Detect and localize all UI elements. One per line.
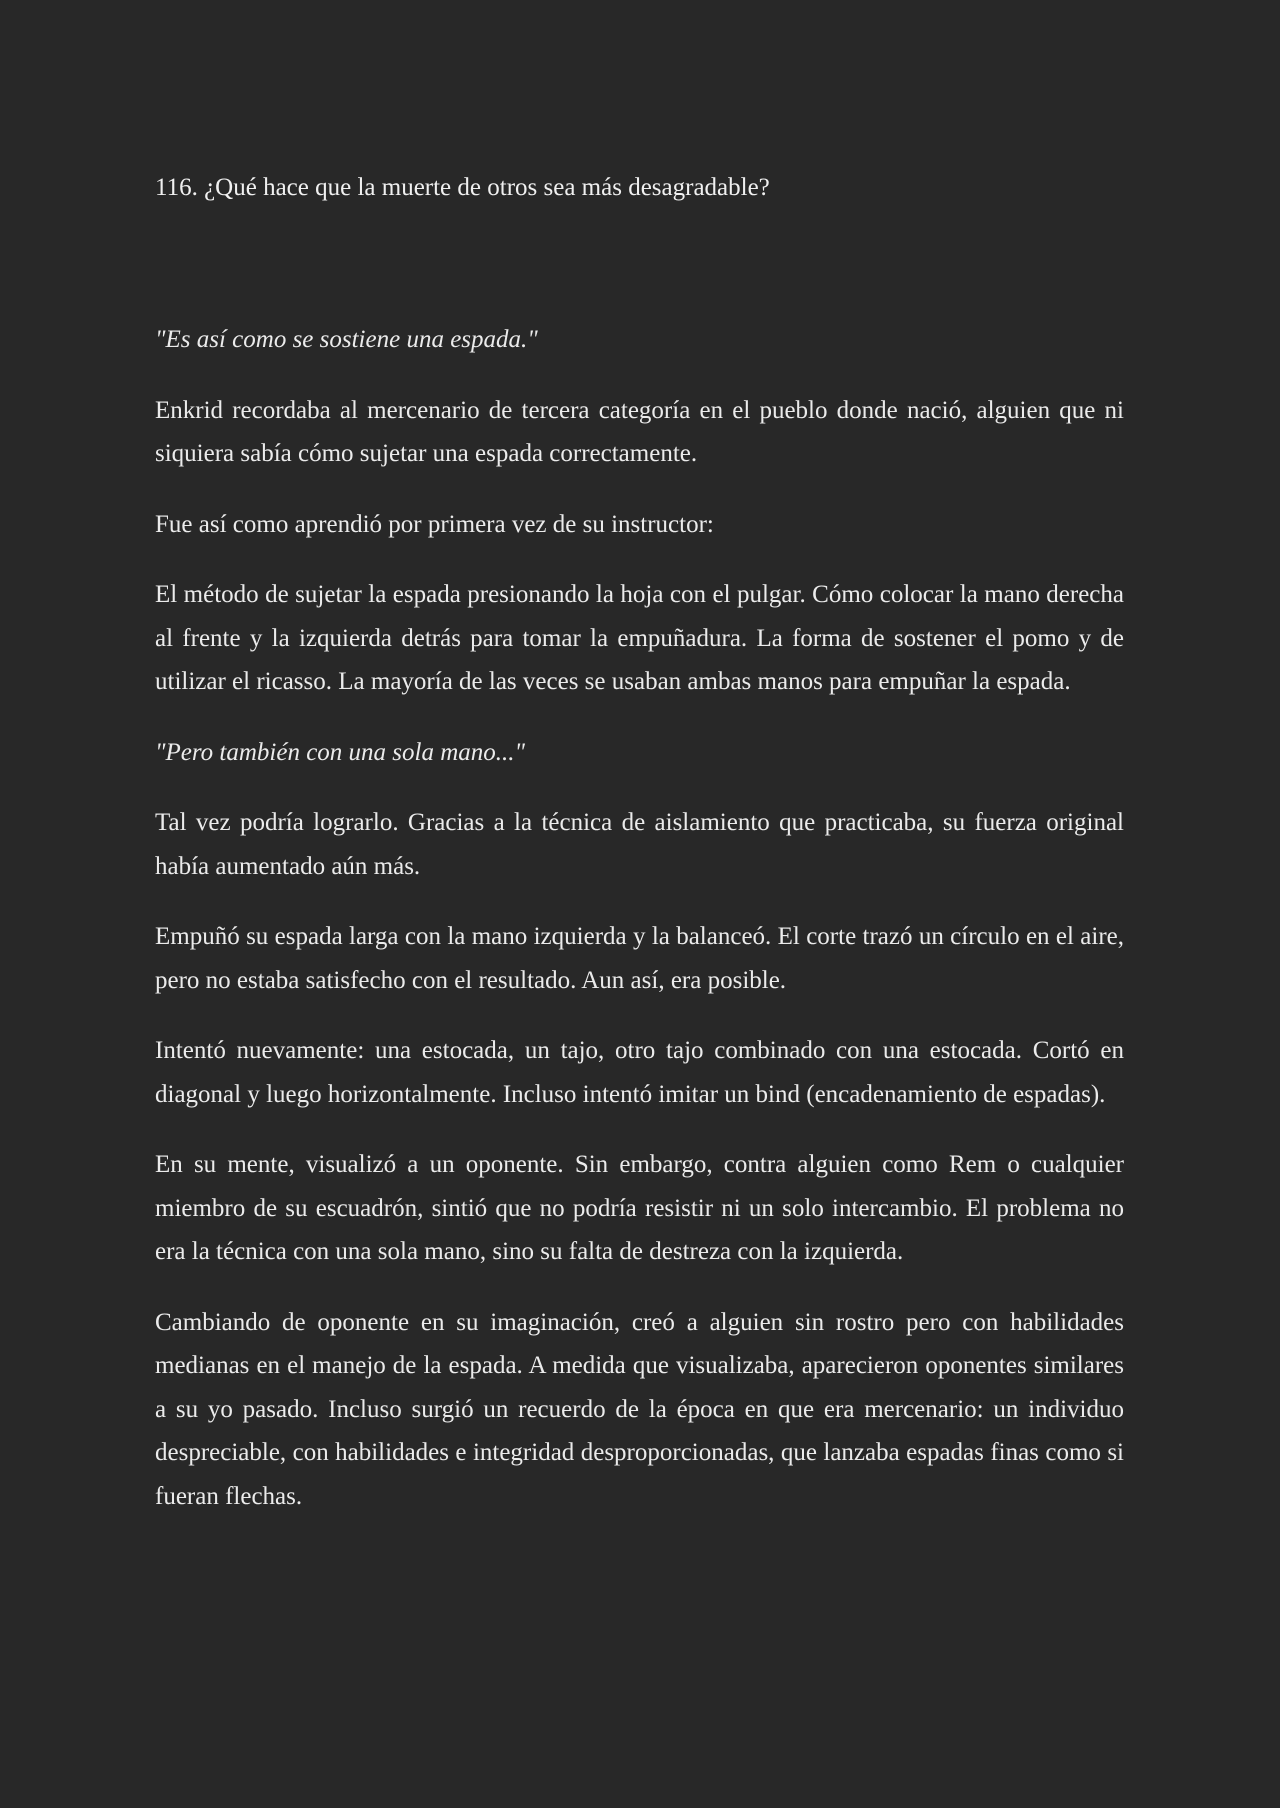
paragraph: Empuñó su espada larga con la mano izquierda y la balanceó. El corte trazó un círculo en el aire, pero no estaba satisfecho con el resultado. Aun así, era posible. — [155, 923, 1124, 994]
paragraph: En su mente, visualizó a un oponente. Sin embargo, contra alguien como Rem o cualquier miembro de su escuadrón, sintió que no podría resistir ni un solo intercambio. El problema no era la técnica con una sola mano, sino su falta de destreza con la izquierda. — [155, 1151, 1124, 1265]
chapter-content — [155, 318, 1124, 1518]
paragraph: "Pero también con una sola mano..." — [155, 738, 526, 766]
paragraph: "Es así como se sostiene una espada." — [155, 326, 538, 353]
paragraph: El método de sujetar la espada presionando la hoja con el pulgar. Cómo colocar la mano derecha al frente y la izquierda detrás para tomar la empuñadura. La forma de sostener el pomo y de utilizar el ricasso. La mayoría de las veces se usaban ambas manos para empuñar la espada. — [155, 581, 1124, 695]
reader-page — [155, 170, 1124, 1545]
chapter-title: 116. ¿Qué hace que la muerte de otros sea más desagradable? — [155, 174, 770, 201]
paragraph: Cambiando de oponente en su imaginación, creó a alguien sin rostro pero con habilidades medianas en el manejo de la espada. A medida que visualizaba, aparecieron oponentes similares a su yo pasado. Incluso surgió un recuerdo de la época en que era mercenario: un individuo despreciable, con habilidades e integridad desproporcionadas, que lanzaba espadas finas como si fueran flechas. — [155, 1308, 1124, 1510]
paragraph: Tal vez podría lograrlo. Gracias a la técnica de aislamiento que practicaba, su fuerza original había aumentado aún más. — [155, 809, 1124, 880]
paragraph: Intentó nuevamente: una estocada, un tajo, otro tajo combinado con una estocada. Cortó en diagonal y luego horizontalmente. Incluso intentó imitar un bind (encadenamiento de espadas). — [155, 1037, 1124, 1108]
paragraph: Enkrid recordaba al mercenario de tercera categoría en el pueblo donde nació, alguien que ni siquiera sabía cómo sujetar una espada correctamente. — [155, 396, 1124, 467]
paragraph: Fue así como aprendió por primera vez de su instructor: — [155, 510, 714, 538]
